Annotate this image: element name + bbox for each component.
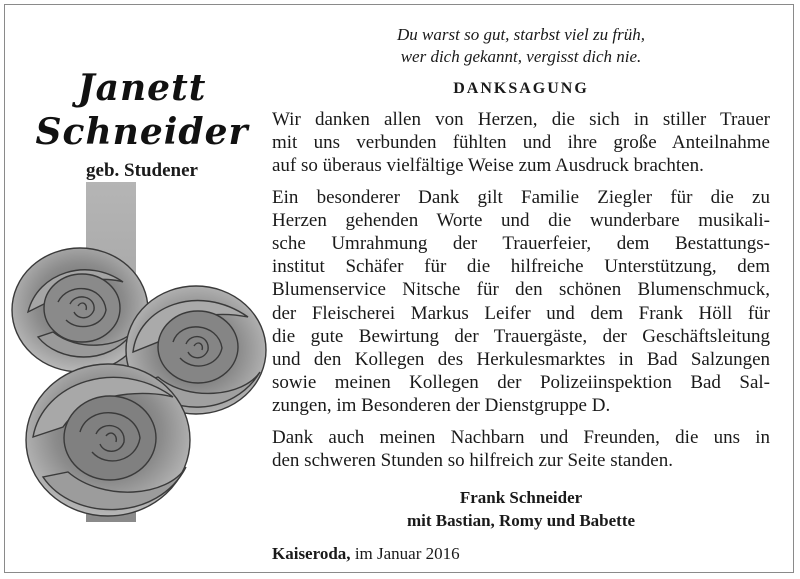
deceased-last-name: Schneider <box>35 111 249 153</box>
text-line: zungen, im Besonderen der Dienstgruppe D. <box>272 395 611 417</box>
text-line: der Fleischerei Markus Leifer und dem Frank Höll für <box>272 302 770 324</box>
deceased-name-block <box>22 66 262 182</box>
place-date: im Januar 2016 <box>354 544 460 564</box>
text-line: mit uns verbunden fühlten und ihre große Anteilnahme <box>272 132 770 154</box>
heading-danksagung: DANKSAGUNG <box>453 80 589 97</box>
signature <box>272 486 770 532</box>
text-line: auf so überaus vielfältige Weise zum Ausdruck brachten. <box>272 155 704 177</box>
text-line: und den Kollegen des Herkulesmarktes in Bad Salzungen <box>272 349 770 371</box>
rose-bottom <box>26 364 190 516</box>
text-line: Wir danken allen von Herzen, die sich in stiller Trauer <box>272 109 770 130</box>
text-line: Ein besonderer Dank gilt Familie Ziegler für die zu <box>272 186 770 208</box>
epigraph <box>272 24 770 68</box>
paragraph-1 <box>272 108 770 178</box>
epigraph-line-2: wer dich gekannt, vergisst dich nie. <box>400 47 642 66</box>
text-line: institut Schäfer für die hilfreiche Unterstützung, dem <box>272 256 770 278</box>
text-line: die gute Bewirtung der Trauergäste, der Geschäftsleitung <box>272 325 770 347</box>
epigraph-line-1: Du warst so gut, starbst viel zu früh, <box>397 25 645 44</box>
text-line: Dank auch meinen Nachbarn und Freunden, die uns in <box>272 426 770 448</box>
paragraph-3 <box>272 426 770 472</box>
text-line: Blumenservice Nitsche für den schönen Blumenschmuck, <box>272 279 770 301</box>
text-line: den schweren Stunden so hilfreich zur Seite standen. <box>272 449 673 471</box>
text-line: sowie meinen Kollegen der Polizeiinspektion Bad Sal- <box>272 372 770 394</box>
maiden-name: geb. Studener <box>86 160 198 181</box>
place-town: Kaiseroda, <box>272 544 351 564</box>
text-line: sche Umrahmung der Trauerfeier, dem Bestattungs- <box>272 233 770 255</box>
place-and-date <box>272 544 770 564</box>
text-line: Herzen gehenden Worte und die wunderbare musikali- <box>272 209 770 231</box>
paragraph-2 <box>272 186 770 418</box>
roses-image <box>8 232 270 527</box>
deceased-first-name: Janett <box>77 67 207 109</box>
signature-line-1: Frank Schneider <box>459 488 583 508</box>
thank-you-text <box>272 24 770 564</box>
signature-line-2: mit Bastian, Romy und Babette <box>406 511 636 531</box>
